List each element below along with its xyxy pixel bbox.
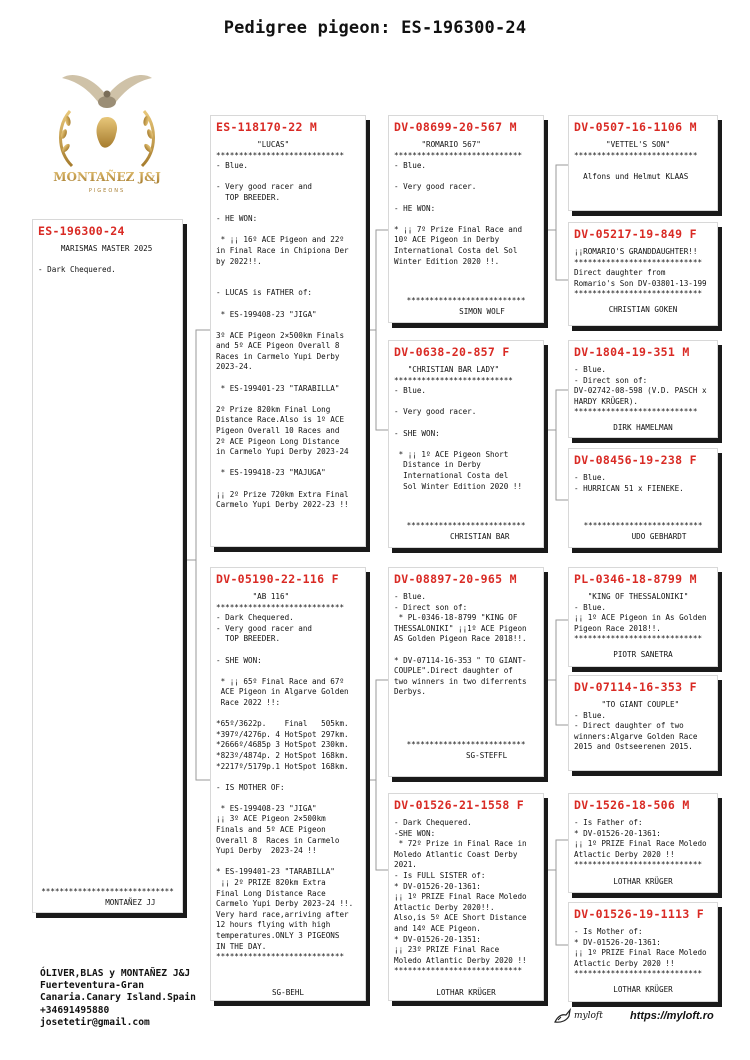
dds-footer: LOTHAR KRÜGER <box>613 877 673 886</box>
dam-sire-sire-card <box>568 567 718 667</box>
dam-dam-ring-code: DV-01526-21-1558 F <box>394 798 525 812</box>
dam-dam-dam-card <box>568 902 718 1002</box>
ddd-ring-code: DV-01526-19-1113 F <box>574 907 705 921</box>
sss-ring-code: DV-0507-16-1106 M <box>574 120 697 134</box>
subject-description: MARISMAS MASTER 2025 - Dark Chequered. <box>38 244 153 275</box>
dam-sire-dam-card <box>568 675 718 771</box>
dss-ring-code: PL-0346-18-8799 M <box>574 572 697 586</box>
sire-sire-footer: ************************** SIMON WOLF <box>406 296 526 316</box>
subject-ring-code: ES-196300-24 <box>38 224 125 238</box>
sire-sire-ring-code: DV-08699-20-567 M <box>394 120 517 134</box>
dam-dam-description: - Dark Chequered. -SHE WON: * 72º Prize in Final Race in Moledo Atlantic Coast Derby 2021. - Is FULL SISTER of: * DV-01526-20-1361: ¡¡ 1º PRIZE Final Race Moledo Atlactic Derby 2020!!. Also,is 5º ACE Short Distance and 14º ACE Pigeon. * DV-01526-20-1351: ¡¡ 23º PRIZE Final Race Moledo Atlantic Derby 2020 !! **************************** <box>394 818 527 976</box>
ddd-description: - Is Mother of: * DV-01526-20-1361: ¡¡ 1º PRIZE Final Race Moledo Atlactic Derby 2020 !! **************************** <box>574 927 707 979</box>
dds-description: - Is Father of: * DV-01526-20-1361: ¡¡ 1º PRIZE Final Race Moledo Atlactic Derby 2020 !! **************************** <box>574 818 707 870</box>
sire-dam-ring-code: DV-0638-20-857 F <box>394 345 510 359</box>
sds-ring-code: DV-1804-19-351 M <box>574 345 690 359</box>
sds-description: - Blue. - Direct son of: DV-02742-08-598 (V.D. PASCH x HARDY KRÜGER). *************************** <box>574 365 707 417</box>
myloft-wordmark: myloft <box>574 1011 603 1021</box>
sire-card <box>210 115 366 547</box>
myloft-branding <box>552 1006 742 1030</box>
dsd-description: "TO GIANT COUPLE" - Blue. - Direct daughter of two winners:Algarve Golden Race 2015 and Ostseerenen 2015. <box>574 700 698 752</box>
dss-description: "KING OF THESSALONIKI" - Blue. ¡¡ 1º ACE Pigeon in As Golden Pigeon Race 2018!!. **************************** <box>574 592 707 644</box>
dam-description: "AB 116" **************************** - Dark Chequered. - Very good racer and TOP BREEDER. - SHE WON: * ¡¡ 65º Final Race and 67º ACE Pigeon in Algarve Golden Race 2022 !!: *65º/3622p. Final 505km. *397º/4276p. 4 HotSpot 297km. *2666º/4685p 3 HotSpot 230km. *823º/4874p. 2 HotSpot 168km. *2217º/5179p.1 HotSpot 168km. - IS MOTHER OF: * ES-199408-23 "JIGA" ¡¡ 3º ACE Pigeon 2×500km Finals and 5º ACE Pigeon Overall 8 Races in Carmelo Yupi Derby 2023-24 !! * ES-199401-23 "TARABILLA" ¡¡ 2º PRIZE 820km Extra Final Long Distance Race Carmelo Yupi Derby 2023-24 !!. Very hard race,arriving after 12 hours flying with high temperatures.ONLY 3 PIGEONS IN THE DAY. **************************** <box>216 592 354 962</box>
dds-ring-code: DV-1526-18-506 M <box>574 798 690 812</box>
dsd-ring-code: DV-07114-16-353 F <box>574 680 697 694</box>
dam-dam-sire-card <box>568 793 718 893</box>
dam-sire-description: - Blue. - Direct son of: * PL-0346-18-8799 "KING OF THESSALONIKI" ¡¡1º ACE Pigeon AS Golden Pigeon Race 2018!!. * DV-07114-16-353 " TO GIANT- COUPLE".Direct daughter of two winners in two diferrents Derbys. <box>394 592 527 697</box>
dam-sire-footer: ************************** SG-STEFFL <box>406 740 526 760</box>
sire-sire-description: "ROMARIO 567" **************************** - Blue. - Very good racer. - HE WON: * ¡¡ 7º Prize Final Race and 10º ACE Pigeon in Derby International Costa del Sol Winter Edition 2020 !!. <box>394 140 523 266</box>
ddd-footer: LOTHAR KRÜGER <box>613 985 673 994</box>
sss-description: "VETTEL'S SON" *************************** Alfons und Helmut KLAAS <box>574 140 698 181</box>
sire-sire-sire-card <box>568 115 718 211</box>
ssd-description: ¡¡ROMARIO'S GRANDDAUGHTER!! **************************** Direct daughter from Romario's Son DV-03801-13-199 **************************** <box>574 247 707 299</box>
sds-footer: DIRK HAMELMAN <box>613 423 673 432</box>
sire-sire-card <box>388 115 544 323</box>
subject-card <box>32 219 183 913</box>
sire-description: "LUCAS" **************************** - Blue. - Very good racer and TOP BREEDER. - HE WON: * ¡¡ 16º ACE Pigeon and 22º in Final Race in Chipiona Der by 2022!!. - LUCAS is FATHER of: * ES-199408-23 "JIGA" 3º ACE Pigeon 2×500km Finals and 5º ACE Pigeon Overall 8 Races in Carmelo Yupi Derby 2023-24. * ES-199401-23 "TARABILLA" 2º Prize 820km Final Long Distance Race.Also is 1º ACE Pigeon Overall 10 Races and 2º ACE Pigeon Long Distance in Carmelo Yupi Derby 2023-24 * ES-199418-23 "MAJUGA" ¡¡ 2º Prize 720km Extra Final Carmelo Yupi Derby 2022-23 !! <box>216 140 349 510</box>
sire-dam-description: "CHRISTIAN BAR LADY" ************************** - Blue. - Very good racer. - SHE WON: * ¡¡ 1º ACE Pigeon Short Distance in Derby International Costa del Sol Winter Edition 2020 !! <box>394 365 523 491</box>
sdd-description: - Blue. - HURRICAN 51 x FIENEKE. <box>574 473 684 493</box>
sire-dam-dam-card <box>568 448 718 548</box>
dam-dam-card <box>388 793 544 1001</box>
sire-dam-sire-card <box>568 340 718 438</box>
logo-sub: PIGEONS <box>88 188 126 194</box>
sire-ring-code: ES-118170-22 M <box>216 120 318 134</box>
subject-footer: ***************************** MONTAÑEZ JJ <box>41 887 174 907</box>
dam-footer: SG-BEHL <box>271 988 304 997</box>
ssd-footer: CHRISTIAN GOKEN <box>608 305 678 314</box>
sire-sire-dam-card <box>568 222 718 326</box>
myloft-bird-icon <box>552 1006 574 1028</box>
sdd-footer: ************************** UDO GEBHARDT <box>583 521 703 541</box>
dam-sire-card <box>388 567 544 777</box>
breeder-contact: ÓLIVER,BLAS y MONTAÑEZ J&J Fuerteventura-Gran Canaria.Canary Island.Spain +34691495880 josetetir@gmail.com <box>40 968 196 1028</box>
sdd-ring-code: DV-08456-19-238 F <box>574 453 697 467</box>
dam-dam-footer: LOTHAR KRÜGER <box>436 988 496 997</box>
sire-dam-card <box>388 340 544 548</box>
dam-ring-code: DV-05190-22-116 F <box>216 572 339 586</box>
ssd-ring-code: DV-05217-19-849 F <box>574 227 697 241</box>
myloft-url-link[interactable]: https://myloft.ro <box>630 1010 714 1022</box>
sire-dam-footer: ************************** CHRISTIAN BAR <box>406 521 526 541</box>
logo-name: MONTAÑEZ J&J <box>53 170 161 184</box>
dss-footer: PIOTR SANETRA <box>613 650 673 659</box>
page-title: Pedigree pigeon: ES-196300-24 <box>223 18 527 38</box>
dam-sire-ring-code: DV-08897-20-965 M <box>394 572 517 586</box>
dam-card <box>210 567 366 1001</box>
